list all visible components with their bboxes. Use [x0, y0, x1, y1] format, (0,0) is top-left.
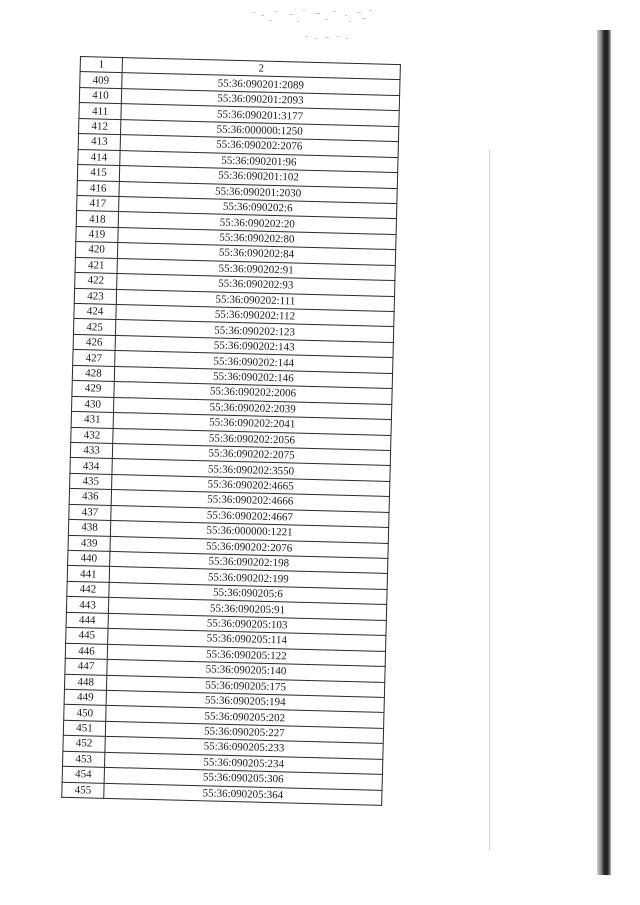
row-number: 433 — [70, 442, 112, 458]
row-number: 444 — [66, 612, 108, 628]
row-number: 441 — [67, 566, 109, 582]
row-number: 425 — [73, 319, 115, 335]
row-number: 427 — [73, 350, 115, 366]
cadastral-table — [61, 56, 401, 806]
row-number: 454 — [62, 766, 104, 782]
row-number: 426 — [73, 334, 115, 350]
cadastral-number: 55:36:090201:2089 — [122, 73, 400, 95]
row-number: 448 — [64, 674, 106, 690]
row-number: 440 — [68, 550, 110, 566]
scan-artifact-header — [245, 6, 395, 46]
row-number: 421 — [75, 257, 117, 273]
row-number: 419 — [76, 226, 118, 242]
cadastral-number: 55:36:090205:227 — [105, 721, 383, 743]
row-number: 414 — [78, 149, 120, 165]
row-number: 416 — [77, 180, 119, 196]
cadastral-number: 55:36:090202:3550 — [112, 459, 390, 481]
cadastral-number: 55:36:090202:4665 — [112, 474, 390, 496]
row-number: 409 — [80, 72, 122, 88]
cadastral-number: 55:36:090205:364 — [104, 783, 382, 805]
row-number: 410 — [79, 87, 121, 103]
row-number: 446 — [65, 643, 107, 659]
scan-fold-line — [489, 150, 490, 850]
cadastral-number: 55:36:090202:112 — [116, 304, 394, 326]
cadastral-number: 55:36:090202:123 — [115, 320, 393, 342]
cadastral-number: 55:36:090202:2076 — [120, 135, 398, 157]
row-number: 429 — [72, 381, 114, 397]
cadastral-number: 55:36:090205:140 — [107, 659, 385, 681]
cadastral-number: 55:36:090202:20 — [118, 212, 396, 234]
header-col-number: 1 — [80, 57, 122, 73]
cadastral-number: 55:36:090202:93 — [117, 274, 395, 296]
row-number: 415 — [77, 165, 119, 181]
cadastral-number: 55:36:090202:2056 — [113, 428, 391, 450]
row-number: 432 — [71, 427, 113, 443]
cadastral-number: 55:36:090205:91 — [108, 598, 386, 620]
row-number: 452 — [63, 736, 105, 752]
cadastral-number: 55:36:000000:1250 — [121, 119, 399, 141]
cadastral-number: 55:36:090205:306 — [104, 767, 382, 789]
cadastral-number: 55:36:090201:2030 — [119, 181, 397, 203]
row-number: 423 — [74, 288, 116, 304]
row-number: 449 — [64, 689, 106, 705]
cadastral-number: 55:36:090202:2075 — [112, 443, 390, 465]
cadastral-number: 55:36:090201:2093 — [121, 88, 399, 110]
cadastral-number: 55:36:090205:233 — [105, 737, 383, 759]
cadastral-number: 55:36:090202:199 — [109, 567, 387, 589]
cadastral-number: 55:36:090201:102 — [119, 166, 397, 188]
row-number: 428 — [72, 365, 114, 381]
cadastral-number: 55:36:090202:2039 — [113, 397, 391, 419]
row-number: 435 — [70, 473, 112, 489]
row-number: 442 — [67, 581, 109, 597]
cadastral-number: 55:36:090205:6 — [109, 582, 387, 604]
cadastral-number: 55:36:090205:234 — [105, 752, 383, 774]
cadastral-number: 55:36:090202:198 — [110, 551, 388, 573]
row-number: 424 — [74, 303, 116, 319]
cadastral-number: 55:36:090202:146 — [114, 366, 392, 388]
row-number: 412 — [79, 118, 121, 134]
row-number: 418 — [76, 211, 118, 227]
scan-page-edge — [597, 30, 611, 875]
row-number: 417 — [77, 195, 119, 211]
row-number: 443 — [66, 597, 108, 613]
row-number: 438 — [68, 519, 110, 535]
cadastral-number: 55:36:090202:143 — [115, 335, 393, 357]
row-number: 453 — [63, 751, 105, 767]
row-number: 437 — [69, 504, 111, 520]
cadastral-number: 55:36:090202:6 — [119, 196, 397, 218]
row-number: 447 — [65, 658, 107, 674]
row-number: 445 — [66, 628, 108, 644]
cadastral-number: 55:36:090202:144 — [115, 351, 393, 373]
cadastral-number: 55:36:090205:122 — [107, 644, 385, 666]
row-number: 455 — [62, 782, 104, 798]
row-number: 434 — [70, 458, 112, 474]
row-number: 411 — [79, 103, 121, 119]
cadastral-number: 55:36:090202:4667 — [111, 505, 389, 527]
row-number: 451 — [63, 720, 105, 736]
row-number: 420 — [75, 242, 117, 258]
cadastral-number: 55:36:090202:91 — [117, 258, 395, 280]
row-number: 439 — [68, 535, 110, 551]
cadastral-table-container — [61, 56, 410, 806]
cadastral-number: 55:36:090205:194 — [106, 690, 384, 712]
row-number: 450 — [64, 705, 106, 721]
row-number: 430 — [72, 396, 114, 412]
cadastral-number: 55:36:090205:175 — [106, 675, 384, 697]
cadastral-number: 55:36:090202:111 — [116, 289, 394, 311]
row-number: 431 — [71, 411, 113, 427]
cadastral-number: 55:36:090201:3177 — [121, 104, 399, 126]
cadastral-number: 55:36:090202:2076 — [110, 536, 388, 558]
row-number: 413 — [78, 134, 120, 150]
cadastral-number: 55:36:000000:1221 — [110, 521, 388, 543]
cadastral-number: 55:36:090201:96 — [120, 150, 398, 172]
cadastral-number: 55:36:090205:114 — [108, 629, 386, 651]
cadastral-number: 55:36:090202:2006 — [114, 382, 392, 404]
header-col-cadastral: 2 — [122, 58, 400, 80]
cadastral-number: 55:36:090202:2041 — [113, 413, 391, 435]
row-number: 436 — [69, 489, 111, 505]
cadastral-number: 55:36:090202:84 — [117, 243, 395, 265]
row-number: 422 — [75, 273, 117, 289]
cadastral-number: 55:36:090202:4666 — [111, 490, 389, 512]
cadastral-number: 55:36:090205:202 — [106, 706, 384, 728]
cadastral-number: 55:36:090205:103 — [108, 613, 386, 635]
cadastral-number: 55:36:090202:80 — [118, 227, 396, 249]
